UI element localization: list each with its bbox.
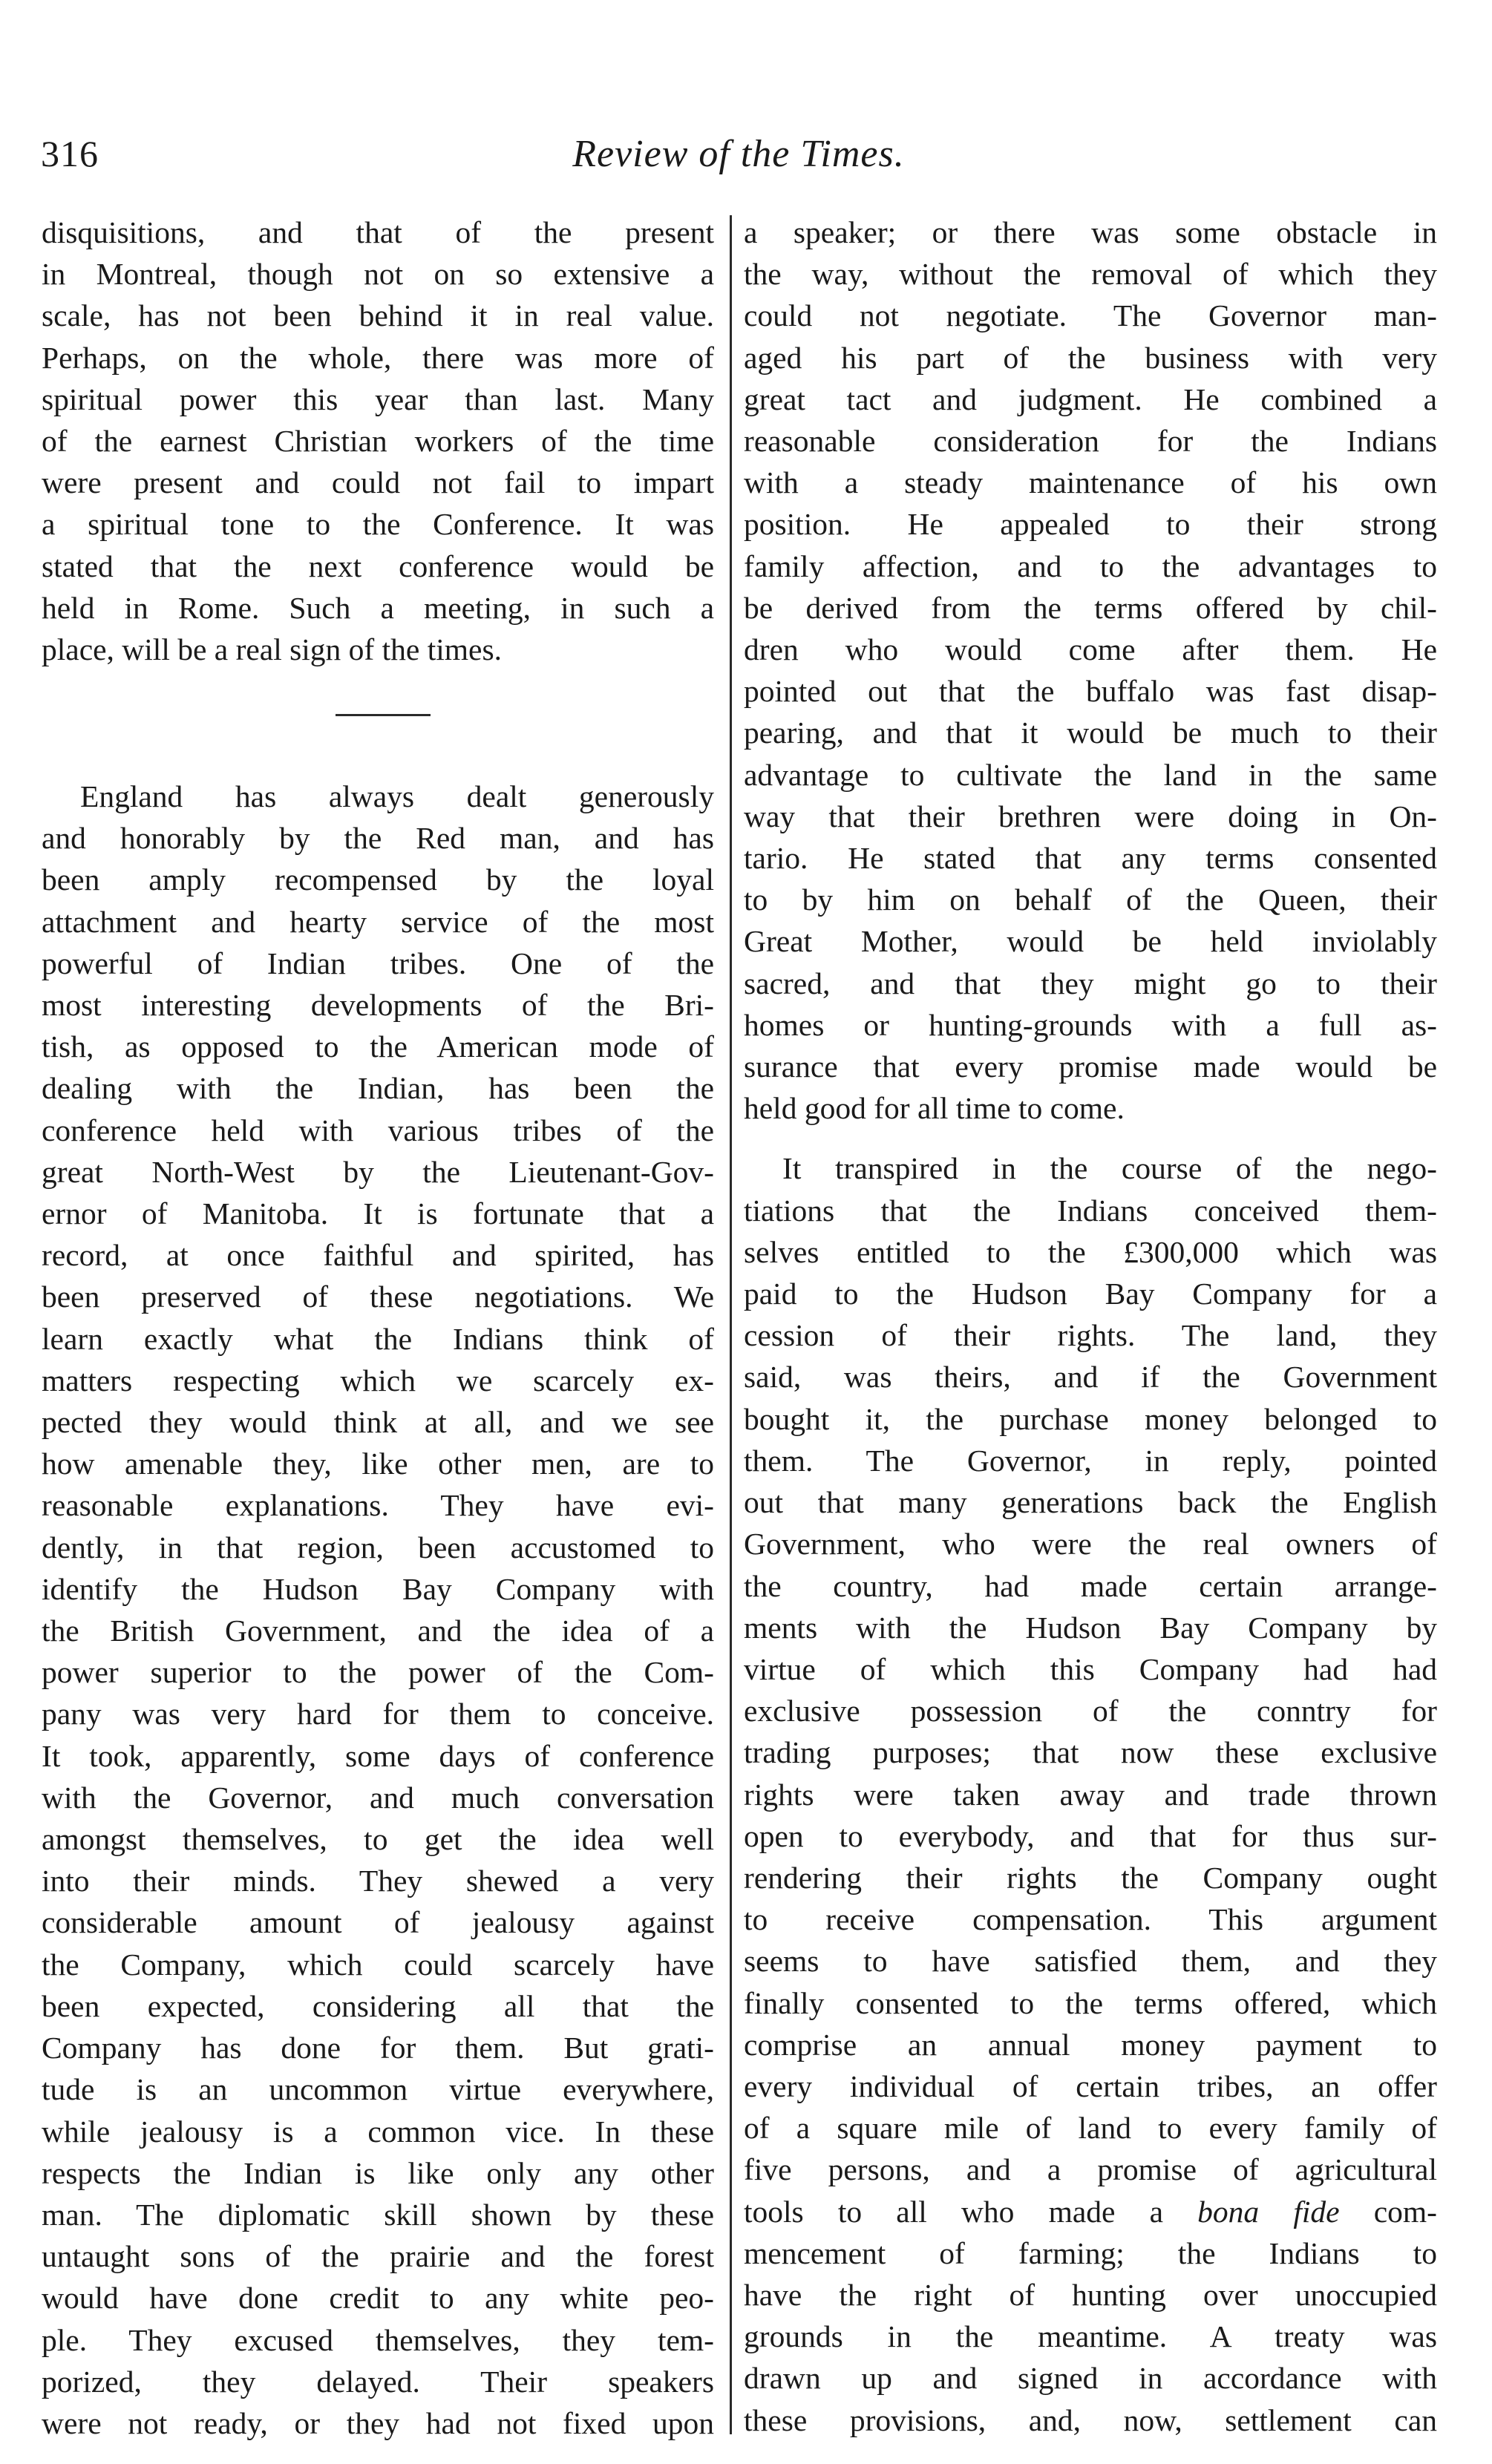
text-line: conference held with various tribes of the xyxy=(42,1113,714,1147)
text-line: held in Rome. Such a meeting, in such a xyxy=(42,590,714,625)
text-line: tools to all who made a bona fide com- xyxy=(744,2194,1437,2229)
text-line: respects the Indian is like only any other xyxy=(42,2155,714,2190)
text-line: great tact and judgment. He combined a xyxy=(744,381,1437,416)
text-line: pearing, and that it would be much to their xyxy=(744,715,1437,750)
section-divider xyxy=(336,714,431,716)
text-line: reasonable explanations. They have evi- xyxy=(42,1488,714,1523)
text-line: surance that every promise made would be xyxy=(744,1049,1437,1084)
text-line: of the earnest Christian workers of the time xyxy=(42,424,714,459)
text-line: sacred, and that they might go to their xyxy=(744,966,1437,1000)
text-line: stated that the next conference would be xyxy=(42,548,714,583)
text-line: reasonable consideration for the Indians xyxy=(744,424,1437,459)
text-line: rendering their rights the Company ought xyxy=(744,1860,1437,1895)
left-column-paragraph-1 xyxy=(42,212,714,670)
text-line: held good for all time to come. xyxy=(744,1091,1125,1126)
text-line: porized, they delayed. Their speakers xyxy=(42,2364,714,2399)
text-line: tude is an uncommon virtue everywhere, xyxy=(42,2072,714,2107)
text-line: been expected, considering all that the xyxy=(42,1988,714,2023)
text-line: family affection, and to the advantages to xyxy=(744,548,1437,583)
text-line: It took, apparently, some days of conference xyxy=(42,1738,714,1773)
text-line: dealing with the Indian, has been the xyxy=(42,1071,714,1106)
text-line: great North-West by the Lieutenant-Gov- xyxy=(42,1154,714,1189)
text-line: man. The diplomatic skill shown by these xyxy=(42,2197,714,2232)
text-line: record, at once faithful and spirited, has xyxy=(42,1238,714,1273)
text-line: exclusive possession of the conntry for xyxy=(744,1694,1437,1729)
text-line: amongst themselves, to get the idea well xyxy=(42,1822,714,1857)
text-line: England has always dealt generously xyxy=(80,779,714,813)
text-line: them. The Governor, in reply, pointed xyxy=(744,1443,1437,1478)
text-line: rights were taken away and trade thrown xyxy=(744,1777,1437,1812)
text-line: finally consented to the terms offered, which xyxy=(744,1985,1437,2020)
text-line: these provisions, and, now, settlement can xyxy=(744,2402,1437,2437)
text-line: It transpired in the course of the nego- xyxy=(782,1151,1437,1186)
text-line: five persons, and a promise of agricultural xyxy=(744,2152,1437,2187)
text-line: were present and could not fail to impart xyxy=(42,465,714,500)
text-line: selves entitled to the £300,000 which was xyxy=(744,1234,1437,1269)
text-line: grounds in the meantime. A treaty was xyxy=(744,2319,1437,2354)
text-line: been amply recompensed by the loyal xyxy=(42,862,714,897)
text-line: identify the Hudson Bay Company with xyxy=(42,1571,714,1606)
text-line: virtue of which this Company had had xyxy=(744,1651,1437,1686)
text-line: dren who would come after them. He xyxy=(744,632,1437,667)
text-line: trading purposes; that now these exclusive xyxy=(744,1735,1437,1770)
text-line: how amenable they, like other men, are to xyxy=(42,1446,714,1481)
text-line: been preserved of these negotiations. We xyxy=(42,1279,714,1314)
text-line: tish, as opposed to the American mode of xyxy=(42,1029,714,1064)
text-line: considerable amount of jealousy against xyxy=(42,1905,714,1940)
text-line: Company has done for them. But grati- xyxy=(42,2031,714,2065)
text-line: homes or hunting-grounds with a full as- xyxy=(744,1007,1437,1042)
text-line: ernor of Manitoba. It is fortunate that a xyxy=(42,1196,714,1231)
text-line: to receive compensation. This argument xyxy=(744,1902,1437,1937)
text-line: power superior to the power of the Com- xyxy=(42,1655,714,1690)
text-line: bought it, the purchase money belonged to xyxy=(744,1401,1437,1436)
column-divider xyxy=(730,215,732,2434)
text-line: place, will be a real sign of the times. xyxy=(42,632,502,667)
text-line: powerful of Indian tribes. One of the xyxy=(42,946,714,980)
left-column-paragraph-2 xyxy=(42,776,714,2444)
text-line: with a steady maintenance of his own xyxy=(744,465,1437,500)
right-column xyxy=(744,212,1437,2441)
text-line: in Montreal, though not on so extensive a xyxy=(42,257,714,292)
text-line: Great Mother, would be held inviolably xyxy=(744,924,1437,959)
text-line: pected they would think at all, and we see xyxy=(42,1405,714,1440)
text-line: of a square mile of land to every family of xyxy=(744,2111,1437,2146)
text-line: have the right of hunting over unoccupied xyxy=(744,2277,1437,2312)
italic-phrase: bona fide xyxy=(1197,2194,1340,2229)
text-line: out that many generations back the English xyxy=(744,1485,1437,1520)
text-line: the British Government, and the idea of a xyxy=(42,1613,714,1648)
text-line: comprise an annual money payment to xyxy=(744,2027,1437,2062)
text-line: untaught sons of the prairie and the forest xyxy=(42,2239,714,2274)
text-line: a speaker; or there was some obstacle in xyxy=(744,215,1437,249)
text-line: drawn up and signed in accordance with xyxy=(744,2361,1437,2396)
running-title: Review of the Times. xyxy=(572,133,905,175)
text-line: spiritual power this year than last. Many xyxy=(42,381,714,416)
text-line: were not ready, or they had not fixed upon xyxy=(42,2405,714,2440)
text-line: while jealousy is a common vice. In these xyxy=(42,2114,714,2149)
text-line: aged his part of the business with very xyxy=(744,340,1437,375)
text-line: and honorably by the Red man, and has xyxy=(42,821,714,856)
text-line: tario. He stated that any terms consented xyxy=(744,841,1437,876)
text-line: Government, who were the real owners of xyxy=(744,1527,1437,1562)
text-line: said, was theirs, and if the Government xyxy=(744,1360,1437,1395)
text-line: to by him on behalf of the Queen, their xyxy=(744,882,1437,917)
text-line: with the Governor, and much conversation xyxy=(42,1780,714,1815)
paragraph-gap xyxy=(744,1129,1437,1147)
text-line: advantage to cultivate the land in the same xyxy=(744,757,1437,792)
text-line: cession of their rights. The land, they xyxy=(744,1318,1437,1353)
text-line: open to everybody, and that for thus sur- xyxy=(744,1818,1437,1853)
text-line: the way, without the removal of which they xyxy=(744,257,1437,292)
text-line: way that their brethren were doing in On- xyxy=(744,799,1437,833)
text-line: could not negotiate. The Governor man- xyxy=(744,298,1437,333)
text-line: a spiritual tone to the Conference. It was xyxy=(42,507,714,542)
text-line: dently, in that region, been accustomed to xyxy=(42,1530,714,1564)
text-line: paid to the Hudson Bay Company for a xyxy=(744,1277,1437,1311)
text-line: would have done credit to any white peo- xyxy=(42,2281,714,2316)
text-line: the country, had made certain arrange- xyxy=(744,1568,1437,1603)
text-line: seems to have satisfied them, and they xyxy=(744,1944,1437,1979)
text-line: pointed out that the buffalo was fast disap- xyxy=(744,674,1437,709)
text-line: most interesting developments of the Bri- xyxy=(42,988,714,1023)
text-line: Perhaps, on the whole, there was more of xyxy=(42,340,714,375)
text-line: scale, has not been behind it in real value. xyxy=(42,298,714,333)
text-line: disquisitions, and that of the present xyxy=(42,215,714,249)
text-line: ments with the Hudson Bay Company by xyxy=(744,1610,1437,1645)
text-line: pany was very hard for them to conceive. xyxy=(42,1697,714,1731)
text-line: into their minds. They shewed a very xyxy=(42,1864,714,1898)
text-line: mencement of farming; the Indians to xyxy=(744,2235,1437,2270)
text-line: learn exactly what the Indians think of xyxy=(42,1321,714,1356)
text-line: matters respecting which we scarcely ex- xyxy=(42,1363,714,1398)
page-number: 316 xyxy=(41,133,99,174)
text-line: be derived from the terms offered by chil- xyxy=(744,590,1437,625)
running-head xyxy=(41,132,1436,184)
text-line: position. He appealed to their strong xyxy=(744,507,1437,542)
text-line: ple. They excused themselves, they tem- xyxy=(42,2322,714,2357)
text-line: every individual of certain tribes, an offer xyxy=(744,2068,1437,2103)
text-line: tiations that the Indians conceived them- xyxy=(744,1193,1437,1228)
text-line: the Company, which could scarcely have xyxy=(42,1947,714,1982)
text-line: attachment and hearty service of the most xyxy=(42,904,714,939)
